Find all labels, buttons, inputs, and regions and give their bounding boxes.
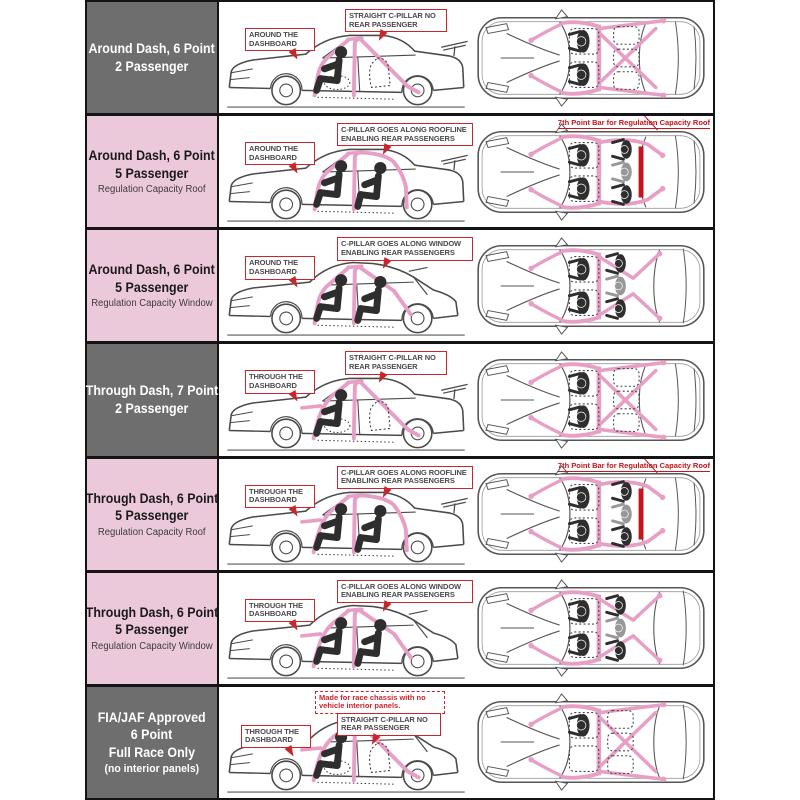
row-label xyxy=(87,230,219,341)
row-title-line: Full Race Only xyxy=(108,744,196,760)
table-row xyxy=(87,570,713,684)
diagram-cell xyxy=(219,687,713,798)
row-title-line: 5 Passenger xyxy=(115,279,189,295)
car-top-view-drawing xyxy=(471,120,711,224)
cpillar-annotation: STRAIGHT C-PILLAR NO REAR PASSENGER xyxy=(345,9,447,32)
race-chassis-note: Made for race chassis with no vehicle interior panels. xyxy=(315,691,445,714)
car-top-view-drawing xyxy=(471,348,711,452)
table-row xyxy=(87,2,713,113)
row-label xyxy=(87,573,219,684)
row-title-line: 2 Passenger xyxy=(115,400,189,416)
row-label xyxy=(87,459,219,570)
seventh-point-annotation: 7th Point Bar for Regulation Capacity Roof xyxy=(557,460,710,470)
table-row xyxy=(87,456,713,570)
diagram-cell xyxy=(219,344,713,455)
row-label xyxy=(87,2,219,113)
car-top-view-drawing xyxy=(471,690,711,794)
diagram-cell xyxy=(219,459,713,570)
row-title-line: FIA/JAF Approved xyxy=(98,709,206,725)
diagram-cell xyxy=(219,230,713,341)
car-top-view xyxy=(471,120,711,224)
cpillar-annotation: C-PILLAR GOES ALONG ROOFLINE ENABLING REAR PASSENGERS xyxy=(337,466,473,489)
car-top-view xyxy=(471,690,711,794)
row-title-line: 5 Passenger xyxy=(115,508,189,524)
cpillar-annotation: C-PILLAR GOES ALONG WINDOW ENABLING REAR PASSENGERS xyxy=(337,237,473,260)
cpillar-annotation: C-PILLAR GOES ALONG WINDOW ENABLING REAR PASSENGERS xyxy=(337,580,473,603)
car-top-view xyxy=(471,348,711,452)
row-title-line: 6 Point xyxy=(131,727,173,743)
row-label xyxy=(87,344,219,455)
row-subtitle: Regulation Capacity Window xyxy=(91,298,213,310)
row-title-line: Around Dash, 6 Point xyxy=(88,262,216,278)
row-title-line: 5 Passenger xyxy=(115,165,189,181)
car-top-view-drawing xyxy=(471,576,711,680)
cpillar-annotation: C-PILLAR GOES ALONG ROOFLINE ENABLING REAR PASSENGERS xyxy=(337,123,473,146)
row-title-line: 5 Passenger xyxy=(115,622,189,638)
car-top-view xyxy=(471,576,711,680)
car-top-view xyxy=(471,234,711,338)
row-title-line: Around Dash, 6 Point xyxy=(88,41,216,57)
dashboard-annotation: THROUGH THE DASHBOARD xyxy=(245,599,315,622)
row-label xyxy=(87,116,219,227)
row-title-line: Through Dash, 6 Point xyxy=(85,604,219,620)
row-subtitle: (no interior panels) xyxy=(104,763,200,776)
row-title-line: Through Dash, 7 Point xyxy=(85,383,219,399)
row-title-line: Around Dash, 6 Point xyxy=(88,148,216,164)
dashboard-annotation: THROUGH THE DASHBOARD xyxy=(241,725,311,748)
dashboard-annotation: AROUND THE DASHBOARD xyxy=(245,256,315,279)
dashboard-annotation: AROUND THE DASHBOARD xyxy=(245,142,315,165)
car-top-view-drawing xyxy=(471,6,711,110)
row-subtitle: Regulation Capacity Roof xyxy=(98,184,206,196)
car-top-view-drawing xyxy=(471,234,711,338)
cpillar-annotation: STRAIGHT C-PILLAR NO REAR PASSENGER xyxy=(337,713,441,736)
diagram-cell xyxy=(219,116,713,227)
table-row xyxy=(87,227,713,341)
table-row xyxy=(87,341,713,455)
rollcage-configuration-chart xyxy=(85,0,715,800)
row-label xyxy=(87,687,219,798)
cpillar-annotation: STRAIGHT C-PILLAR NO REAR PASSENGER xyxy=(345,351,447,374)
dashboard-annotation: THROUGH THE DASHBOARD xyxy=(245,485,315,508)
seventh-point-annotation: 7th Point Bar for Regulation Capacity Roof xyxy=(557,118,710,128)
car-top-view xyxy=(471,462,711,566)
table-row xyxy=(87,113,713,227)
dashboard-annotation: AROUND THE DASHBOARD xyxy=(245,28,315,51)
row-title-line: 2 Passenger xyxy=(115,58,189,74)
car-top-view-drawing xyxy=(471,462,711,566)
diagram-cell xyxy=(219,573,713,684)
row-subtitle: Regulation Capacity Window xyxy=(91,640,213,652)
diagram-cell xyxy=(219,2,713,113)
car-top-view xyxy=(471,6,711,110)
dashboard-annotation: THROUGH THE DASHBOARD xyxy=(245,370,315,393)
table-row xyxy=(87,684,713,798)
row-subtitle: Regulation Capacity Roof xyxy=(98,526,206,538)
row-title-line: Through Dash, 6 Point xyxy=(85,490,219,506)
